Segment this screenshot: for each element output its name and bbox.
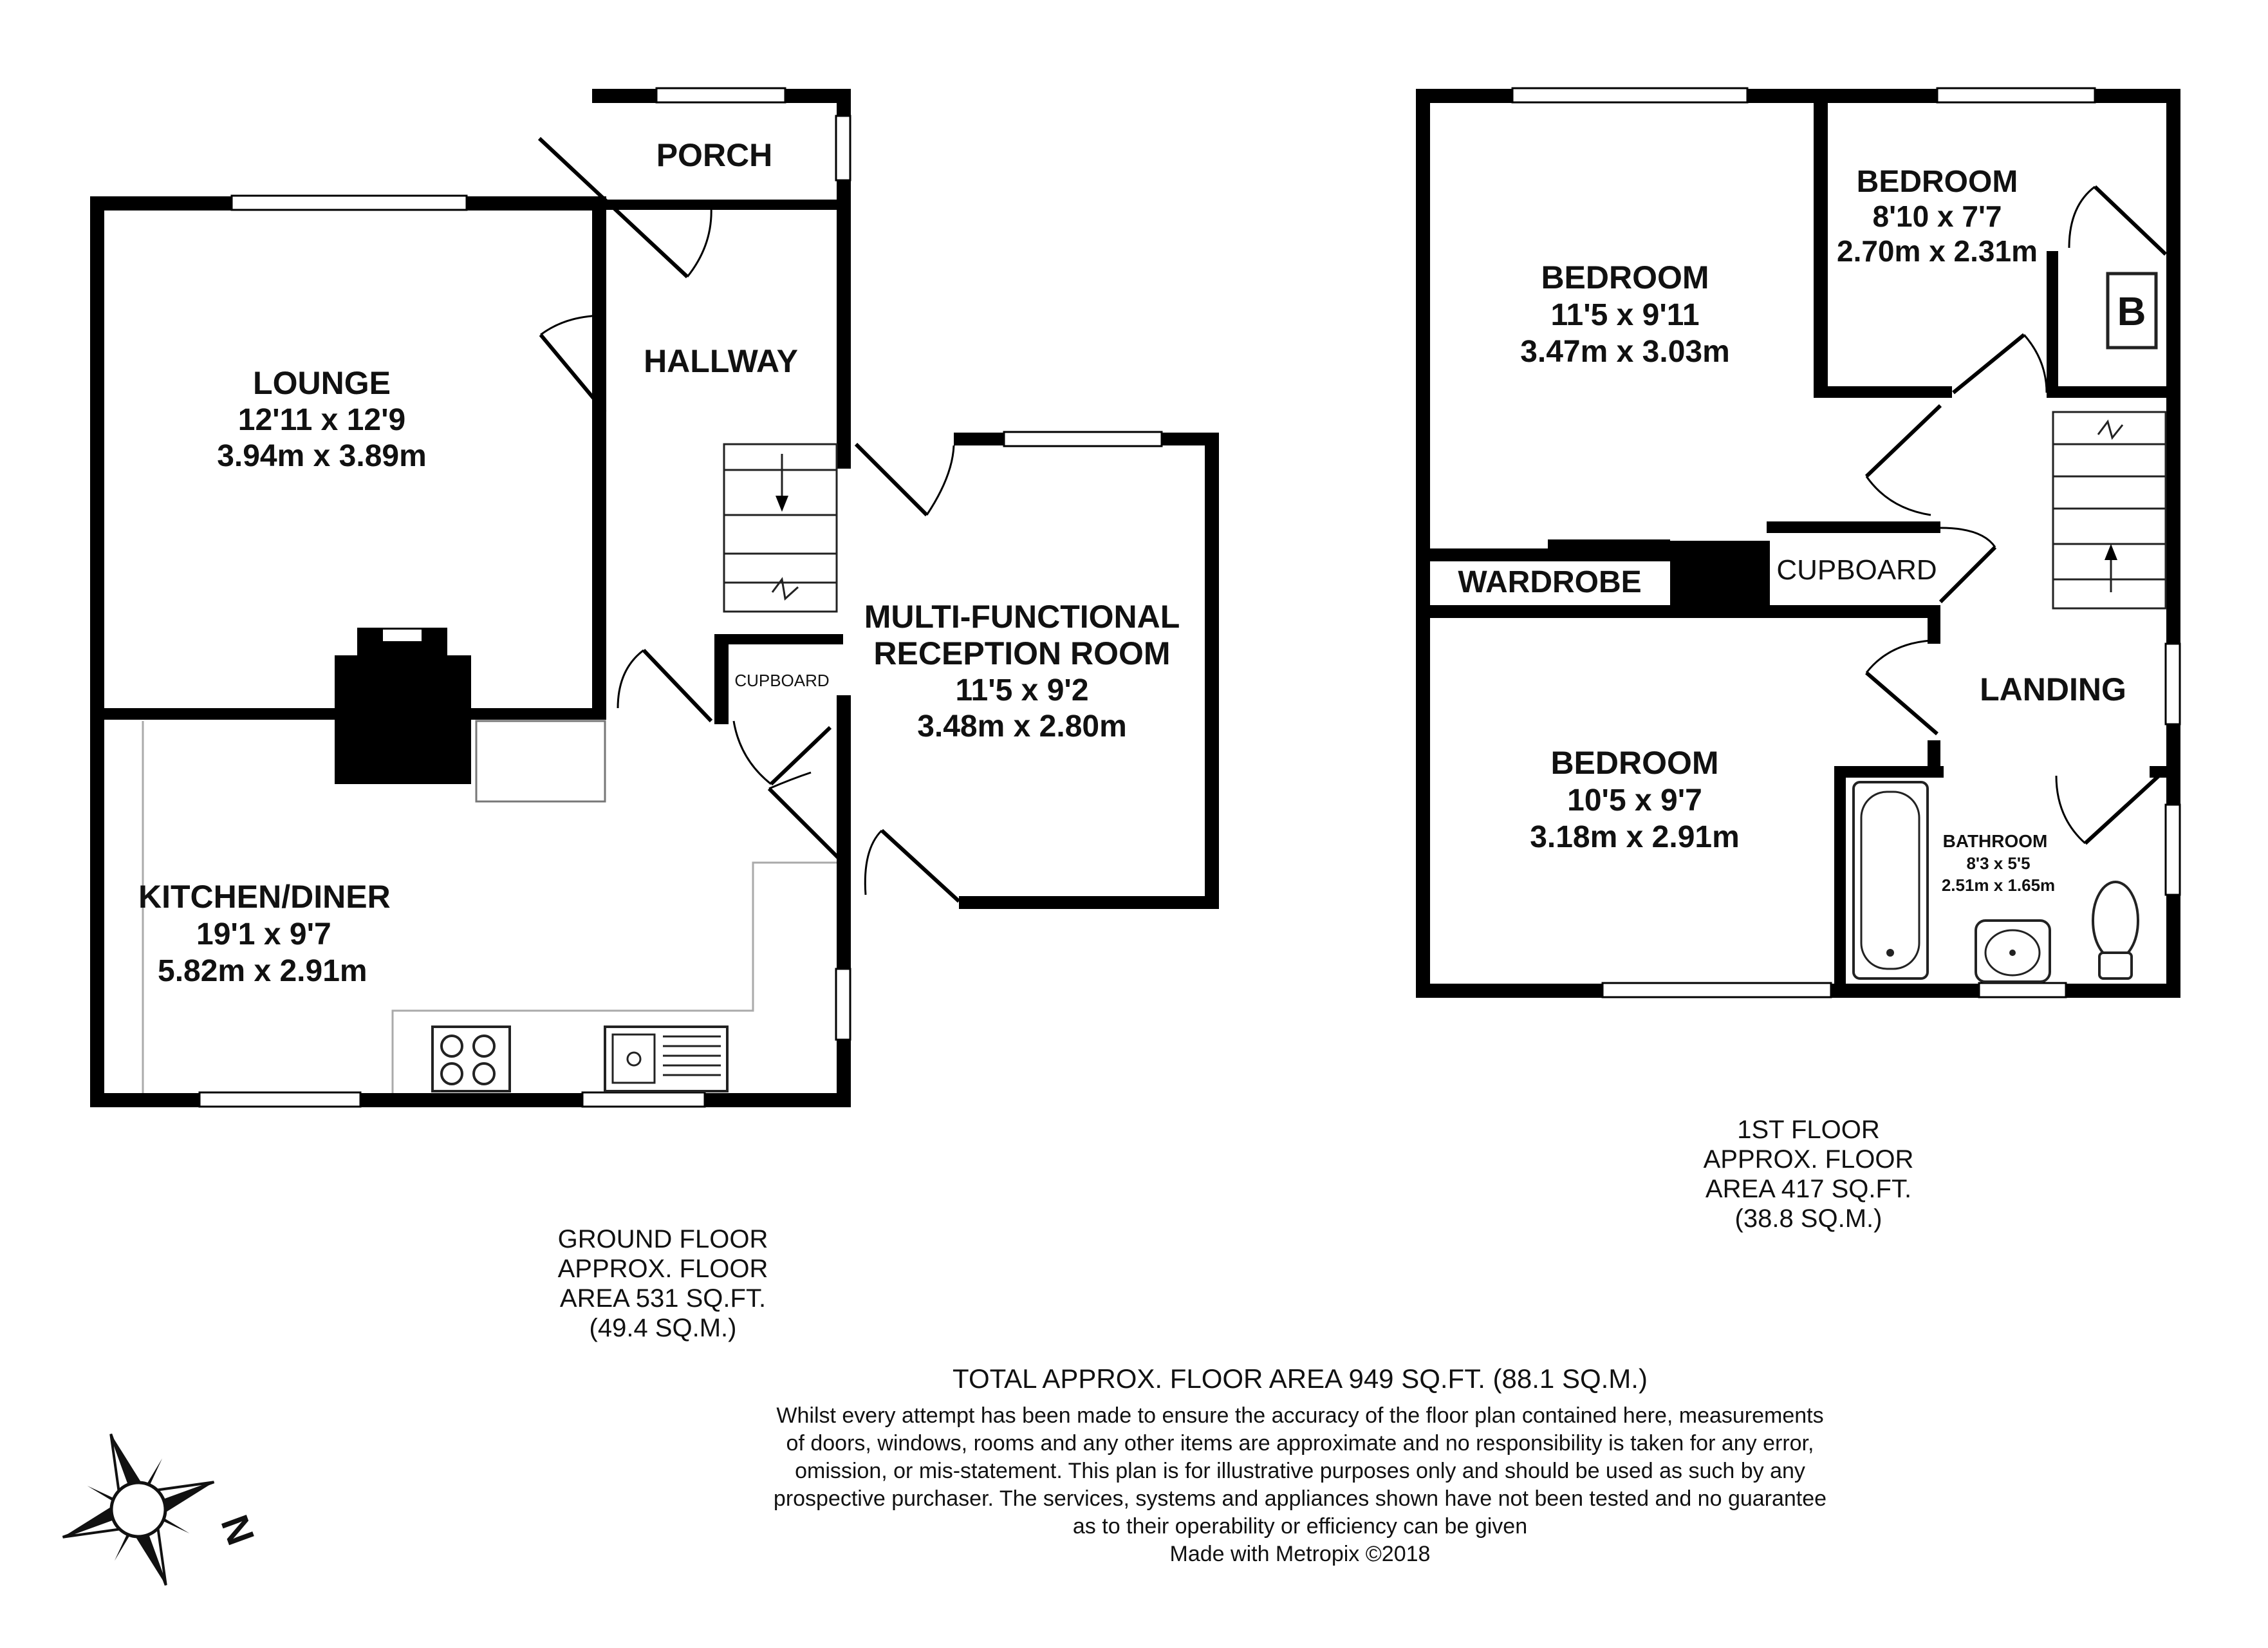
bath-icon [1854,782,1928,979]
first-floor-area-line3: AREA 417 SQ.FT. [1705,1175,1912,1203]
ground-floor-area-line4: (49.4 SQ.M.) [589,1314,737,1342]
room-bedroom-1-metric: 3.47m x 3.03m [1520,335,1730,369]
room-porch: PORCH [656,137,773,173]
door [1940,528,1995,602]
room-lounge: LOUNGE [253,365,391,401]
room-bedroom-small-imperial: 8'10 x 7'7 [1872,200,2002,233]
room-bathroom-metric: 2.51m x 1.65m [1941,876,2056,895]
window [232,196,467,210]
disclaimer-line: Whilst every attempt has been made to ensure the accuracy of the floor plan contained here, measurements [776,1403,1824,1428]
window [1512,88,1747,102]
disclaimer-line: prospective purchaser. The services, systems and appliances shown have not been tested and no guarantee [773,1486,1827,1511]
door [856,444,954,515]
compass-rose-icon [35,1407,241,1613]
room-cupboard-first: CUPBOARD [1776,554,1937,586]
north-label: N [212,1509,263,1551]
first-floor-area-line4: (38.8 SQ.M.) [1734,1204,1882,1233]
total-floor-area: TOTAL APPROX. FLOOR AREA 949 SQ.FT. (88.1 SQ.M.) [953,1363,1648,1394]
sink-icon [605,1027,727,1091]
room-kitchen: KITCHEN/DINER [138,879,391,915]
first-floor-area-line2: APPROX. FLOOR [1703,1145,1914,1174]
window [1004,432,1162,446]
room-bedroom-2-metric: 3.18m x 2.91m [1530,820,1740,854]
ground-floor-area-line1: GROUND FLOOR [557,1225,768,1253]
ground-floor-area-line2: APPROX. FLOOR [557,1255,768,1283]
window [582,1092,705,1107]
staircase [724,444,837,612]
first-floor-plan [1416,88,2180,998]
room-bedroom-small-metric: 2.70m x 2.31m [1836,234,2038,268]
worktop [476,721,605,801]
window [836,116,850,180]
room-bedroom-1-imperial: 11'5 x 9'11 [1550,298,1700,332]
ground-floor-area-line3: AREA 531 SQ.FT. [559,1284,767,1313]
door [1866,641,1937,734]
disclaimer-line: as to their operability or efficiency can be given [1072,1514,1528,1539]
first-floor-area-line1: 1ST FLOOR [1737,1116,1880,1144]
room-bedroom-2-imperial: 10'5 x 9'7 [1567,783,1702,818]
window [2166,644,2180,724]
room-reception-line2: RECEPTION ROOM [873,635,1171,671]
room-landing: LANDING [1980,671,2126,707]
window [1979,983,2066,997]
room-reception-metric: 3.48m x 2.80m [917,709,1127,744]
staircase [2053,412,2166,608]
door [1953,335,2047,393]
room-bathroom-imperial: 8'3 x 5'5 [1966,854,2031,873]
window [2166,805,2180,895]
room-lounge-metric: 3.94m x 3.89m [217,439,427,473]
window [1603,983,1831,997]
room-bedroom-1: BEDROOM [1541,259,1709,295]
door [618,650,711,721]
credit-line: Made with Metropix ©2018 [1169,1542,1431,1566]
room-reception-line1: MULTI-FUNCTIONAL [864,599,1180,635]
room-bathroom: BATHROOM [1942,831,2048,851]
room-bedroom-2: BEDROOM [1550,745,1719,781]
room-kitchen-imperial: 19'1 x 9'7 [196,917,331,951]
hob-icon [432,1027,510,1091]
room-bedroom-small: BEDROOM [1856,165,2018,199]
room-kitchen-metric: 5.82m x 2.91m [158,954,367,988]
fireplace [335,628,471,784]
room-cupboard-ground: CUPBOARD [734,671,830,690]
door [2056,772,2162,843]
disclaimer-line: of doors, windows, rooms and any other items are approximate and no responsibility is taken for any error, [786,1431,1814,1456]
window [200,1092,360,1107]
room-reception-imperial: 11'5 x 9'2 [955,673,1089,707]
room-hallway: HALLWAY [644,343,798,379]
window [836,969,850,1040]
window [1937,88,2095,102]
door [734,721,830,784]
door [1866,406,1940,515]
basin-icon [1976,921,2050,982]
room-wardrobe: WARDROBE [1458,565,1642,599]
disclaimer-line: omission, or mis-statement. This plan is for illustrative purposes only and should be used as such by any [795,1459,1805,1483]
door [2069,187,2166,254]
boiler-label: B [2117,290,2146,334]
toilet-icon [2093,882,2138,979]
door [769,772,959,901]
room-lounge-imperial: 12'11 x 12'9 [237,403,406,437]
window [656,88,785,102]
